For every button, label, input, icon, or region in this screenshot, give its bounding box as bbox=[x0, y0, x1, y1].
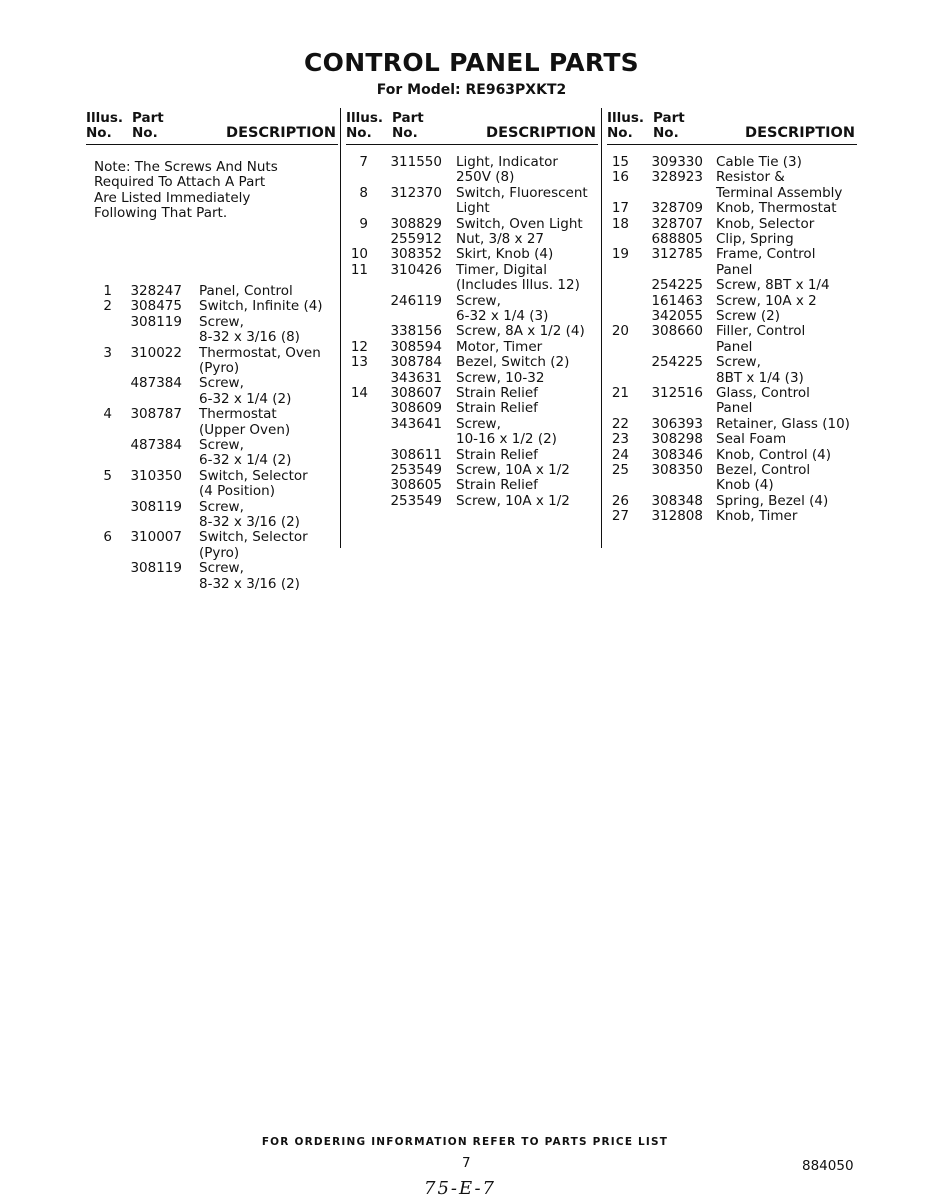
part-description bbox=[716, 217, 814, 232]
part-description bbox=[199, 315, 300, 346]
part-number: 343641 bbox=[390, 415, 442, 432]
header-illus-no bbox=[86, 111, 126, 141]
header-part-line1: Part bbox=[653, 110, 685, 126]
part-number: 253549 bbox=[390, 462, 442, 478]
description-line: 8-32 x 3/16 (2) bbox=[199, 514, 300, 530]
illus-number: 7 bbox=[359, 154, 368, 170]
illus-number: 13 bbox=[350, 354, 368, 371]
part-description bbox=[456, 417, 557, 448]
description-line: Thermostat, Oven bbox=[199, 344, 321, 361]
illus-number: 26 bbox=[611, 492, 629, 509]
part-description bbox=[199, 561, 300, 592]
header-part-line1: Part bbox=[392, 110, 424, 126]
illus-number: 25 bbox=[611, 462, 629, 478]
part-number: 246119 bbox=[390, 292, 442, 309]
part-description bbox=[456, 478, 538, 493]
illus-number: 10 bbox=[350, 246, 368, 263]
part-number: 310022 bbox=[130, 344, 182, 361]
header-illus-no bbox=[346, 111, 386, 141]
part-description bbox=[716, 278, 830, 293]
illus-number: 11 bbox=[350, 261, 368, 278]
description-line: (Includes Illus. 12) bbox=[456, 277, 580, 294]
part-description bbox=[456, 232, 544, 247]
illus-number: 15 bbox=[611, 154, 629, 170]
description-line: Switch, Oven Light bbox=[456, 215, 583, 232]
document-number: 884050 bbox=[802, 1158, 854, 1174]
part-description bbox=[716, 494, 828, 509]
illus-number: 23 bbox=[611, 431, 629, 448]
description-line: Screw, bbox=[199, 560, 244, 577]
part-number: 328707 bbox=[651, 215, 703, 232]
illus-number: 16 bbox=[611, 169, 629, 186]
header-part-line2: No. bbox=[392, 125, 418, 141]
part-description bbox=[716, 232, 794, 247]
header-description: DESCRIPTION bbox=[486, 125, 596, 141]
illus-number: 22 bbox=[611, 415, 629, 432]
note-line: Required To Attach A Part bbox=[94, 174, 266, 191]
description-line: 8-32 x 3/16 (8) bbox=[199, 329, 300, 346]
description-line: Switch, Selector bbox=[199, 529, 308, 546]
part-description bbox=[716, 463, 810, 494]
part-description bbox=[199, 500, 300, 531]
part-description bbox=[716, 417, 850, 432]
description-line: Skirt, Knob (4) bbox=[456, 246, 554, 263]
part-description bbox=[456, 401, 538, 416]
description-line: (Pyro) bbox=[199, 360, 240, 376]
part-number: 328923 bbox=[651, 169, 703, 186]
model-subtitle: For Model: RE963PXKT2 bbox=[376, 82, 567, 98]
header-illus-line2: No. bbox=[86, 125, 112, 141]
part-description bbox=[716, 324, 805, 355]
description-line: Screw (2) bbox=[716, 308, 781, 324]
part-number: 308298 bbox=[651, 431, 703, 448]
illus-number: 20 bbox=[611, 323, 629, 340]
part-number: 308611 bbox=[390, 446, 442, 463]
header-illus-line1: Illus. bbox=[607, 110, 645, 126]
part-description bbox=[199, 299, 323, 314]
description-line: Spring, Bezel (4) bbox=[716, 492, 829, 509]
illus-number: 6 bbox=[103, 529, 112, 546]
part-description bbox=[716, 355, 804, 386]
description-line: Resistor & bbox=[716, 169, 785, 186]
header-description: DESCRIPTION bbox=[745, 125, 855, 141]
column-divider bbox=[340, 108, 341, 548]
header-illus-line2: No. bbox=[607, 125, 633, 141]
part-description bbox=[456, 186, 588, 217]
note-line: Are Listed Immediately bbox=[94, 189, 251, 206]
part-number: 308348 bbox=[651, 492, 703, 509]
illus-number: 4 bbox=[103, 406, 112, 423]
description-line: Screw, 10A x 1/2 bbox=[456, 492, 570, 509]
header-part-no bbox=[392, 111, 442, 141]
description-line: Screw, 8BT x 1/4 bbox=[716, 277, 830, 294]
description-line: 6-32 x 1/4 (2) bbox=[199, 452, 292, 469]
description-line: Switch, Selector bbox=[199, 467, 308, 484]
part-number: 308119 bbox=[130, 498, 182, 515]
note-line: Note: The Screws And Nuts bbox=[94, 159, 278, 175]
column-header bbox=[607, 108, 857, 145]
description-line: (4 Position) bbox=[199, 483, 275, 500]
description-line: Cable Tie (3) bbox=[716, 154, 802, 170]
illus-number: 24 bbox=[611, 446, 629, 463]
part-description bbox=[716, 509, 797, 524]
part-description bbox=[456, 463, 570, 478]
part-description bbox=[716, 294, 817, 309]
part-description bbox=[716, 309, 780, 324]
part-number: 306393 bbox=[651, 415, 703, 432]
part-number: 254225 bbox=[651, 354, 703, 371]
part-description bbox=[456, 263, 580, 294]
part-description bbox=[456, 494, 570, 509]
part-number: 688805 bbox=[651, 231, 703, 247]
description-line: Screw, bbox=[199, 437, 244, 453]
header-illus-line1: Illus. bbox=[346, 110, 384, 126]
description-line: Switch, Infinite (4) bbox=[199, 298, 323, 315]
part-description bbox=[716, 155, 802, 170]
description-line: Knob, Thermostat bbox=[716, 200, 837, 217]
part-number: 311550 bbox=[390, 154, 442, 170]
part-number: 161463 bbox=[651, 292, 703, 309]
description-line: Screw, bbox=[199, 498, 244, 515]
description-line: 10-16 x 1/2 (2) bbox=[456, 431, 557, 448]
illus-number: 17 bbox=[611, 200, 629, 217]
part-description bbox=[716, 201, 837, 216]
part-number: 308609 bbox=[390, 400, 442, 417]
part-number: 308352 bbox=[390, 246, 442, 263]
part-description bbox=[456, 247, 553, 262]
part-number: 255912 bbox=[390, 231, 442, 247]
part-number: 308607 bbox=[390, 385, 442, 401]
header-part-line2: No. bbox=[653, 125, 679, 141]
part-number: 328247 bbox=[130, 283, 182, 299]
part-description bbox=[199, 376, 291, 407]
description-line: Panel bbox=[716, 338, 753, 355]
description-line: 6-32 x 1/4 (2) bbox=[199, 390, 292, 407]
part-description bbox=[716, 386, 810, 417]
description-line: Bezel, Switch (2) bbox=[456, 354, 570, 371]
part-number: 487384 bbox=[130, 437, 182, 453]
description-line: Panel, Control bbox=[199, 283, 293, 299]
part-description bbox=[199, 284, 293, 299]
part-description bbox=[456, 217, 583, 232]
description-line: Switch, Fluorescent bbox=[456, 184, 588, 201]
illus-number: 21 bbox=[611, 385, 629, 401]
part-number: 308784 bbox=[390, 354, 442, 371]
illus-number: 8 bbox=[359, 184, 368, 201]
description-line: Thermostat bbox=[199, 406, 277, 423]
header-part-line1: Part bbox=[132, 110, 164, 126]
description-line: (Upper Oven) bbox=[199, 421, 291, 438]
description-line: Nut, 3/8 x 27 bbox=[456, 231, 545, 247]
description-line: Screw, bbox=[456, 292, 501, 309]
part-number: 308605 bbox=[390, 477, 442, 494]
part-description bbox=[456, 448, 538, 463]
part-number: 254225 bbox=[651, 277, 703, 294]
header-part-line2: No. bbox=[132, 125, 158, 141]
parts-column-2 bbox=[346, 108, 598, 509]
part-number: 309330 bbox=[651, 154, 703, 170]
header-part-no bbox=[132, 111, 182, 141]
part-description bbox=[456, 340, 542, 355]
header-description: DESCRIPTION bbox=[226, 125, 336, 141]
part-number: 308594 bbox=[390, 338, 442, 355]
part-number: 310350 bbox=[130, 467, 182, 484]
part-number: 308475 bbox=[130, 298, 182, 315]
illus-number: 3 bbox=[103, 344, 112, 361]
part-number: 308119 bbox=[130, 313, 182, 330]
part-description bbox=[716, 448, 831, 463]
part-description bbox=[716, 247, 815, 278]
description-line: Knob, Control (4) bbox=[716, 446, 832, 463]
part-description bbox=[716, 432, 786, 447]
part-number: 343631 bbox=[390, 369, 442, 386]
illus-number: 14 bbox=[350, 385, 368, 401]
column-header bbox=[346, 108, 598, 145]
part-number: 328709 bbox=[651, 200, 703, 217]
description-line: Seal Foam bbox=[716, 431, 787, 448]
page-title: CONTROL PANEL PARTS bbox=[304, 48, 639, 77]
part-number: 308350 bbox=[651, 462, 703, 478]
part-description bbox=[199, 530, 308, 561]
note-line: Following That Part. bbox=[94, 205, 228, 222]
part-number: 308787 bbox=[130, 406, 182, 423]
part-description bbox=[456, 324, 585, 339]
description-line: Screw, 10A x 1/2 bbox=[456, 462, 570, 478]
description-line: 6-32 x 1/4 (3) bbox=[456, 308, 549, 324]
illus-number: 27 bbox=[611, 508, 629, 525]
part-description bbox=[199, 346, 321, 377]
description-line: Strain Relief bbox=[456, 446, 538, 463]
ordering-info-note: FOR ORDERING INFORMATION REFER TO PARTS PRICE LIST bbox=[261, 1136, 669, 1148]
description-line: Knob (4) bbox=[716, 477, 774, 494]
illus-number: 12 bbox=[350, 338, 368, 355]
description-line: Clip, Spring bbox=[716, 231, 794, 247]
column-header bbox=[86, 108, 338, 145]
part-description bbox=[199, 438, 291, 469]
part-description bbox=[456, 386, 538, 401]
part-description bbox=[199, 469, 308, 500]
part-number: 312516 bbox=[651, 385, 703, 401]
column-divider bbox=[601, 108, 602, 548]
description-line: Terminal Assembly bbox=[716, 184, 843, 201]
part-number: 338156 bbox=[390, 323, 442, 340]
part-number: 312808 bbox=[651, 508, 703, 525]
description-line: 8-32 x 3/16 (2) bbox=[199, 575, 300, 592]
description-line: Timer, Digital bbox=[456, 261, 547, 278]
illus-number: 18 bbox=[611, 215, 629, 232]
part-number: 308119 bbox=[130, 560, 182, 577]
part-description bbox=[199, 407, 290, 438]
description-line: Light, Indicator bbox=[456, 154, 558, 170]
description-line: Frame, Control bbox=[716, 246, 816, 263]
description-line: Screw, bbox=[456, 415, 501, 432]
part-number: 310007 bbox=[130, 529, 182, 546]
description-line: Screw, bbox=[199, 313, 244, 330]
part-description bbox=[716, 170, 842, 201]
parts-column-3 bbox=[607, 108, 857, 525]
part-number: 308660 bbox=[651, 323, 703, 340]
description-line: Strain Relief bbox=[456, 477, 538, 494]
part-description bbox=[456, 294, 548, 325]
illus-number: 9 bbox=[359, 215, 368, 232]
description-line: Retainer, Glass (10) bbox=[716, 415, 850, 432]
header-part-no bbox=[653, 111, 703, 141]
part-number: 308829 bbox=[390, 215, 442, 232]
description-line: Strain Relief bbox=[456, 385, 538, 401]
description-line: Glass, Control bbox=[716, 385, 810, 401]
part-number: 310426 bbox=[390, 261, 442, 278]
part-number: 487384 bbox=[130, 375, 182, 392]
description-line: Motor, Timer bbox=[456, 338, 543, 355]
header-illus-line1: Illus. bbox=[86, 110, 124, 126]
part-number: 312785 bbox=[651, 246, 703, 263]
part-number: 308346 bbox=[651, 446, 703, 463]
illus-number: 2 bbox=[103, 298, 112, 315]
description-line: 250V (8) bbox=[456, 169, 515, 186]
description-line: Screw, bbox=[199, 375, 244, 392]
parts-column-1 bbox=[86, 108, 338, 592]
handwritten-annotation: 75-E-7 bbox=[424, 1178, 496, 1199]
description-line: Screw, bbox=[716, 354, 761, 371]
illus-number: 19 bbox=[611, 246, 629, 263]
page-number: 7 bbox=[462, 1155, 471, 1171]
description-line: Knob, Timer bbox=[716, 508, 798, 525]
description-line: Light bbox=[456, 200, 490, 217]
part-number: 342055 bbox=[651, 308, 703, 324]
instruction-note bbox=[94, 160, 334, 222]
part-description bbox=[456, 371, 544, 386]
header-illus-no bbox=[607, 111, 647, 141]
part-number: 312370 bbox=[390, 184, 442, 201]
part-number: 253549 bbox=[390, 492, 442, 509]
description-line: Knob, Selector bbox=[716, 215, 815, 232]
description-line: Bezel, Control bbox=[716, 462, 811, 478]
description-line: Panel bbox=[716, 400, 753, 417]
description-line: Screw, 10A x 2 bbox=[716, 292, 817, 309]
description-line: Strain Relief bbox=[456, 400, 538, 417]
illus-number: 1 bbox=[103, 283, 112, 299]
part-description bbox=[456, 155, 558, 186]
header-illus-line2: No. bbox=[346, 125, 372, 141]
part-description bbox=[456, 355, 569, 370]
description-line: Filler, Control bbox=[716, 323, 806, 340]
description-line: (Pyro) bbox=[199, 544, 240, 561]
description-line: Screw, 10-32 bbox=[456, 369, 545, 386]
description-line: Screw, 8A x 1/2 (4) bbox=[456, 323, 585, 340]
illus-number: 5 bbox=[103, 467, 112, 484]
description-line: 8BT x 1/4 (3) bbox=[716, 369, 804, 386]
description-line: Panel bbox=[716, 261, 753, 278]
